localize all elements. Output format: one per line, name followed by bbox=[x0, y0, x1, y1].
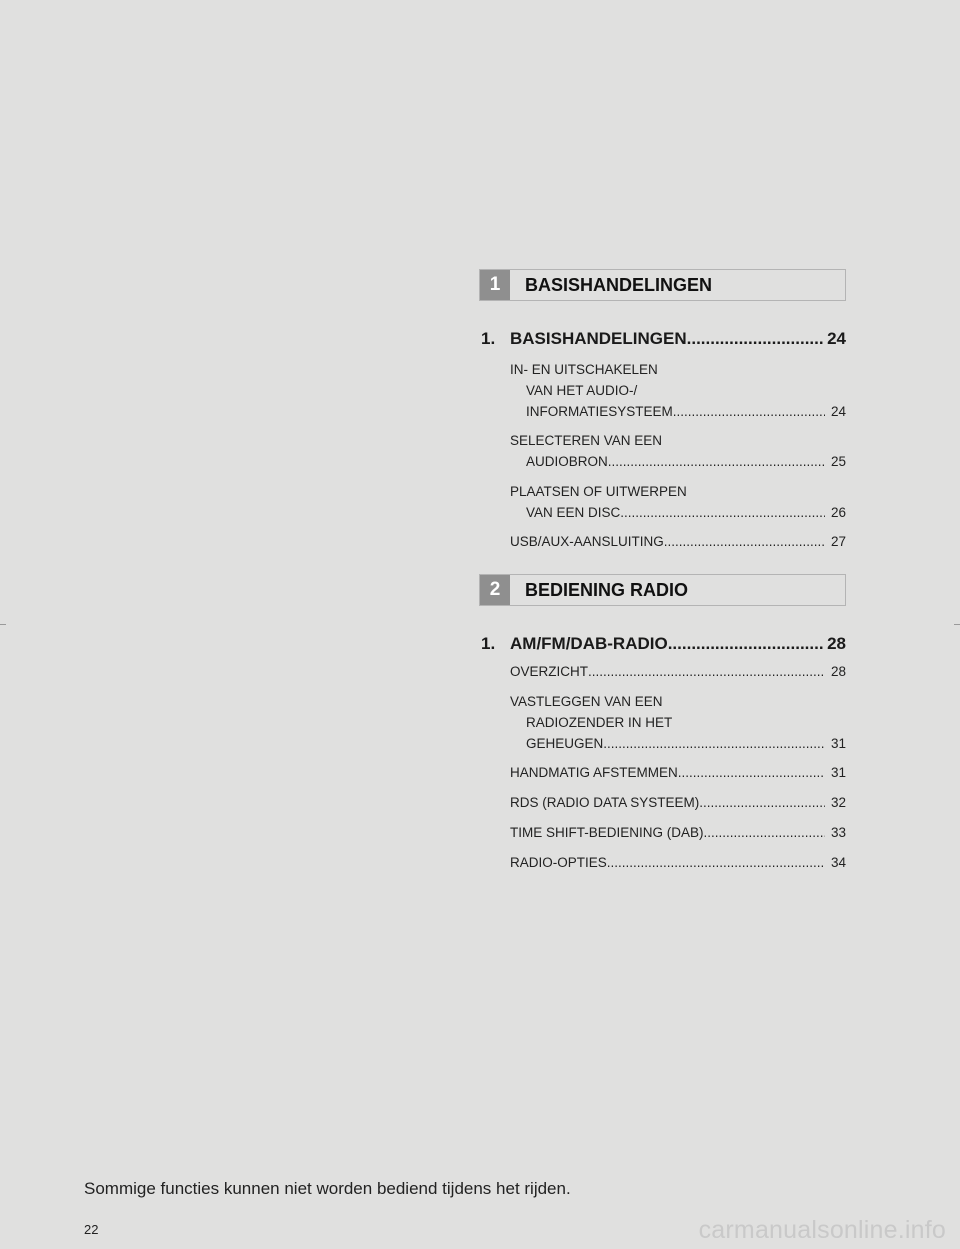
section-title: BASISHANDELINGEN bbox=[525, 274, 713, 295]
chapter-title: BASISHANDELINGEN bbox=[510, 329, 687, 348]
dot-leader bbox=[678, 762, 825, 783]
entry-line: VAN EEN DISC bbox=[526, 505, 621, 520]
entry-page: 24 bbox=[830, 404, 846, 419]
dot-leader bbox=[620, 502, 825, 523]
footer-note: Sommige functies kunnen niet worden bediend tijdens het rijden. bbox=[84, 1179, 571, 1198]
entry-last-line bbox=[510, 762, 846, 783]
entry-line: SELECTEREN VAN EEN bbox=[510, 433, 663, 448]
toc-entry[interactable] bbox=[510, 852, 846, 873]
section-header-1 bbox=[479, 269, 846, 301]
section-number: 2 bbox=[480, 575, 510, 605]
entry-last-line bbox=[510, 852, 846, 873]
dot-leader bbox=[699, 792, 825, 813]
entry-line: HANDMATIG AFSTEMMEN bbox=[510, 765, 678, 780]
watermark: carmanualsonline.info bbox=[698, 1216, 946, 1244]
entry-line: PLAATSEN OF UITWERPEN bbox=[510, 484, 687, 499]
dot-leader bbox=[687, 329, 824, 349]
section-title: BEDIENING RADIO bbox=[525, 579, 689, 600]
dot-leader bbox=[588, 661, 825, 682]
entry-page: 31 bbox=[830, 736, 846, 751]
entry-page: 26 bbox=[830, 505, 846, 520]
page-number: 22 bbox=[84, 1222, 99, 1237]
dot-leader bbox=[673, 401, 825, 422]
crop-mark-left bbox=[0, 624, 6, 625]
toc-entry[interactable] bbox=[510, 481, 846, 523]
entry-last-line bbox=[510, 822, 846, 843]
entry-page: 33 bbox=[830, 825, 846, 840]
entry-page: 25 bbox=[830, 454, 846, 469]
entry-page: 27 bbox=[830, 534, 846, 549]
toc-entry[interactable] bbox=[510, 691, 846, 754]
chapter-page: 24 bbox=[827, 329, 846, 348]
section-header-2 bbox=[479, 574, 846, 606]
toc-entry[interactable] bbox=[510, 531, 846, 552]
toc-entry[interactable] bbox=[510, 792, 846, 813]
entry-last-line bbox=[510, 451, 846, 472]
chapter-title: AM/FM/DAB-RADIO bbox=[510, 634, 668, 653]
toc-entry[interactable] bbox=[510, 822, 846, 843]
entry-line: USB/AUX-AANSLUITING bbox=[510, 534, 664, 549]
toc-entry[interactable] bbox=[510, 661, 846, 682]
entry-page: 28 bbox=[830, 664, 846, 679]
dot-leader bbox=[608, 451, 825, 472]
entry-last-line bbox=[510, 502, 846, 523]
entry-last-line bbox=[510, 401, 846, 422]
entry-line: AUDIOBRON bbox=[526, 454, 608, 469]
entry-line: RDS (RADIO DATA SYSTEEM) bbox=[510, 795, 700, 810]
entry-last-line bbox=[510, 661, 846, 682]
entry-page: 31 bbox=[830, 765, 846, 780]
entry-page: 32 bbox=[830, 795, 846, 810]
entry-last-line bbox=[510, 792, 846, 813]
entry-line: RADIO-OPTIES bbox=[510, 855, 607, 870]
dot-leader bbox=[664, 531, 825, 552]
toc-entry[interactable] bbox=[510, 430, 846, 472]
entry-line: IN- EN UITSCHAKELEN bbox=[510, 362, 658, 377]
entry-line: TIME SHIFT-BEDIENING (DAB) bbox=[510, 825, 704, 840]
toc-entry[interactable] bbox=[510, 762, 846, 783]
entry-last-line bbox=[510, 531, 846, 552]
entry-line: VASTLEGGEN VAN EEN bbox=[510, 694, 663, 709]
crop-mark-right bbox=[954, 624, 960, 625]
chapter-link-am-fm-dab-radio[interactable] bbox=[481, 634, 846, 654]
entry-line: GEHEUGEN bbox=[526, 736, 604, 751]
entry-line: VAN HET AUDIO-/ bbox=[526, 383, 638, 398]
section-number: 1 bbox=[480, 270, 510, 300]
chapter-number: 1. bbox=[481, 329, 496, 348]
entry-line: OVERZICHT bbox=[510, 664, 589, 679]
entry-last-line bbox=[510, 733, 846, 754]
entry-page: 34 bbox=[830, 855, 846, 870]
dot-leader bbox=[603, 733, 825, 754]
dot-leader bbox=[704, 822, 825, 843]
toc-entry[interactable] bbox=[510, 359, 846, 422]
entry-line: RADIOZENDER IN HET bbox=[526, 715, 673, 730]
chapter-number: 1. bbox=[481, 634, 496, 653]
chapter-page: 28 bbox=[827, 634, 846, 653]
entry-line: INFORMATIESYSTEEM bbox=[526, 404, 673, 419]
dot-leader bbox=[607, 852, 825, 873]
chapter-link-basishandelingen[interactable] bbox=[481, 329, 846, 349]
dot-leader bbox=[668, 634, 824, 654]
